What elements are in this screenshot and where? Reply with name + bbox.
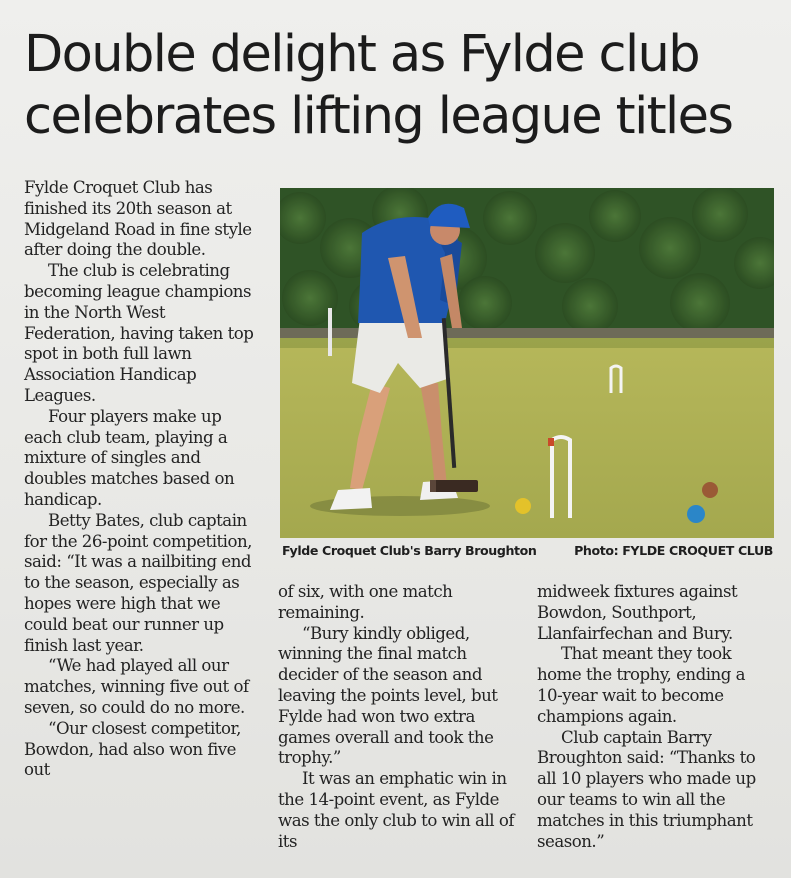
photo-credit: Photo: FYLDE CROQUET CLUB: [574, 543, 773, 558]
article-column-1: [24, 178, 256, 781]
paragraph: Four players make up each club team, playing a mixture of singles and doubles matches based on handicap.: [24, 406, 235, 509]
photo-caption: Fylde Croquet Club's Barry Broughton: [282, 543, 537, 558]
paragraph: Fylde Croquet Club has finished its 20th season at Midgeland Road in fine style after doing the double.: [24, 178, 252, 260]
paragraph: It was an emphatic win in the 14-point event, as Fylde was the only club to win all of its: [278, 769, 514, 851]
paragraph: Betty Bates, club captain for the 26-point competition, said: “It was a nailbiting end to the season, especially as hopes were high that we could beat our runner up finish last year.: [24, 510, 252, 655]
article-column-3: [537, 582, 773, 852]
paragraph: of six, with one match remaining.: [278, 582, 453, 622]
paragraph: Club captain Barry Broughton said: “Thanks to all 10 players who made up our teams to win all the matches in this triumphant season.”: [537, 727, 756, 851]
paragraph: The club is celebrating becoming league champions in the North West Federation, having taken top spot in both full lawn Association Handicap Leagues.: [24, 261, 254, 405]
paragraph: “Bury kindly obliged, winning the final match decider of the season and leaving the points level, but Fylde had won two extra games overall and took the trophy.”: [278, 623, 498, 768]
paragraph: midweek fixtures against Bowdon, Southport, Llanfairfechan and Bury.: [537, 582, 738, 643]
paragraph: “We had played all our matches, winning five out of seven, so could do no more.: [24, 656, 249, 717]
paragraph: “Our closest competitor, Bowdon, had also won five out: [24, 718, 241, 780]
headline: Double delight as Fylde club celebrates lifting league titles: [24, 25, 733, 146]
article-column-2: [278, 582, 516, 852]
paragraph: That meant they took home the trophy, ending a 10-year wait to become champions again.: [537, 644, 745, 726]
croquet-player-photo: [280, 188, 774, 538]
